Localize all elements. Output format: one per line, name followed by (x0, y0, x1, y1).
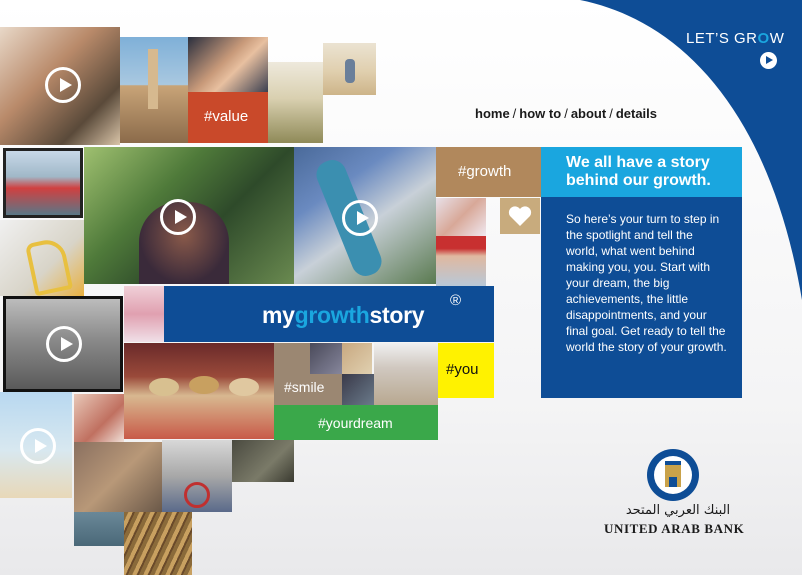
lets-grow-o: O (757, 30, 770, 47)
bank-name-arabic: البنك العربي المتحد (625, 503, 731, 518)
lets-grow-text: LET’S GR (686, 30, 758, 47)
nav-separator: / (512, 106, 517, 121)
lets-grow-w: W (769, 30, 785, 47)
bank-seal-logo (645, 447, 701, 503)
photo-tile-hands[interactable] (74, 442, 162, 512)
play-video-icon[interactable] (20, 428, 56, 464)
story-headline-box (541, 147, 742, 197)
photo-tile-collage-small-2[interactable] (342, 343, 372, 374)
nav-separator: / (609, 106, 613, 121)
photo-tile-walking[interactable] (268, 62, 323, 143)
photo-tile-high-heels[interactable] (0, 220, 84, 296)
nav-details[interactable]: details (615, 106, 658, 121)
photo-tile-bullets[interactable] (124, 512, 192, 575)
photo-tile-collage-small-3[interactable] (342, 374, 374, 405)
photo-tile-skateboard[interactable] (294, 147, 436, 284)
photo-tile-collage-small-1[interactable] (310, 343, 346, 374)
photo-tile-forest-friends[interactable] (84, 147, 294, 284)
play-video-icon[interactable] (342, 200, 378, 236)
hashtag-you[interactable] (438, 343, 494, 398)
nav-home[interactable]: home (475, 106, 510, 121)
hashtag-value[interactable] (188, 92, 268, 143)
photo-tile-lying-girl[interactable] (436, 198, 486, 236)
logo-growth: growth (294, 302, 370, 328)
hashtag-you-text: #you (446, 361, 479, 378)
lets-grow-play-icon[interactable] (760, 52, 777, 69)
photo-tile-market-baskets[interactable] (124, 343, 274, 439)
photo-tile-boy-cap[interactable] (436, 236, 486, 286)
hashtag-growth[interactable] (436, 147, 541, 197)
bank-name: UNITED ARAB BANK (604, 521, 745, 536)
heart-icon[interactable] (500, 198, 540, 234)
play-video-icon[interactable] (46, 326, 82, 362)
photo-tile-toddler[interactable] (374, 343, 438, 405)
hashtag-smile-text: #smile (284, 379, 325, 395)
logo-my: my (262, 302, 295, 328)
photo-tile-desert-girl[interactable] (323, 43, 376, 95)
play-video-icon[interactable] (45, 67, 81, 103)
mygrowthstory-logo (262, 302, 424, 329)
photo-tile-gym[interactable] (162, 440, 232, 512)
photo-tile-kayak[interactable] (3, 148, 83, 218)
hashtag-yourdream[interactable] (274, 405, 438, 440)
hashtag-yourdream-text: #yourdream (318, 415, 393, 431)
mygrowthstory-banner (164, 286, 494, 342)
lets-grow-link[interactable] (686, 30, 784, 47)
hashtag-value-text: #value (204, 108, 249, 125)
photo-tile-tower[interactable] (120, 37, 188, 143)
photo-tile-baby[interactable] (188, 37, 268, 92)
photo-tile-burj[interactable] (0, 392, 72, 498)
main-nav (475, 106, 657, 121)
story-body: So here’s your turn to step in the spotlight and tell the world, what went behind making you, you. Start with your dream, the big achievements, the little disappointments, and your final goal. Get ready to tell the world the story of your growth. (566, 212, 727, 354)
photo-tile-girl-glasses[interactable] (124, 286, 164, 342)
story-headline: We all have a story behind our growth. (566, 154, 711, 189)
photo-tile-sleeping-dog[interactable] (0, 27, 120, 145)
photo-tile-river-market[interactable] (74, 512, 124, 546)
hashtag-growth-text: #growth (458, 163, 512, 180)
photo-tile-painted-nails[interactable] (74, 394, 124, 442)
registered-mark: ® (450, 292, 462, 309)
play-video-icon[interactable] (160, 199, 196, 235)
nav-how-to[interactable]: how to (519, 106, 562, 121)
logo-story: story (369, 302, 425, 328)
photo-tile-street-scene[interactable] (3, 296, 123, 392)
story-body-box (541, 197, 742, 398)
nav-about[interactable]: about (570, 106, 607, 121)
nav-separator: / (564, 106, 568, 121)
photo-tile-crowd[interactable] (232, 440, 294, 482)
